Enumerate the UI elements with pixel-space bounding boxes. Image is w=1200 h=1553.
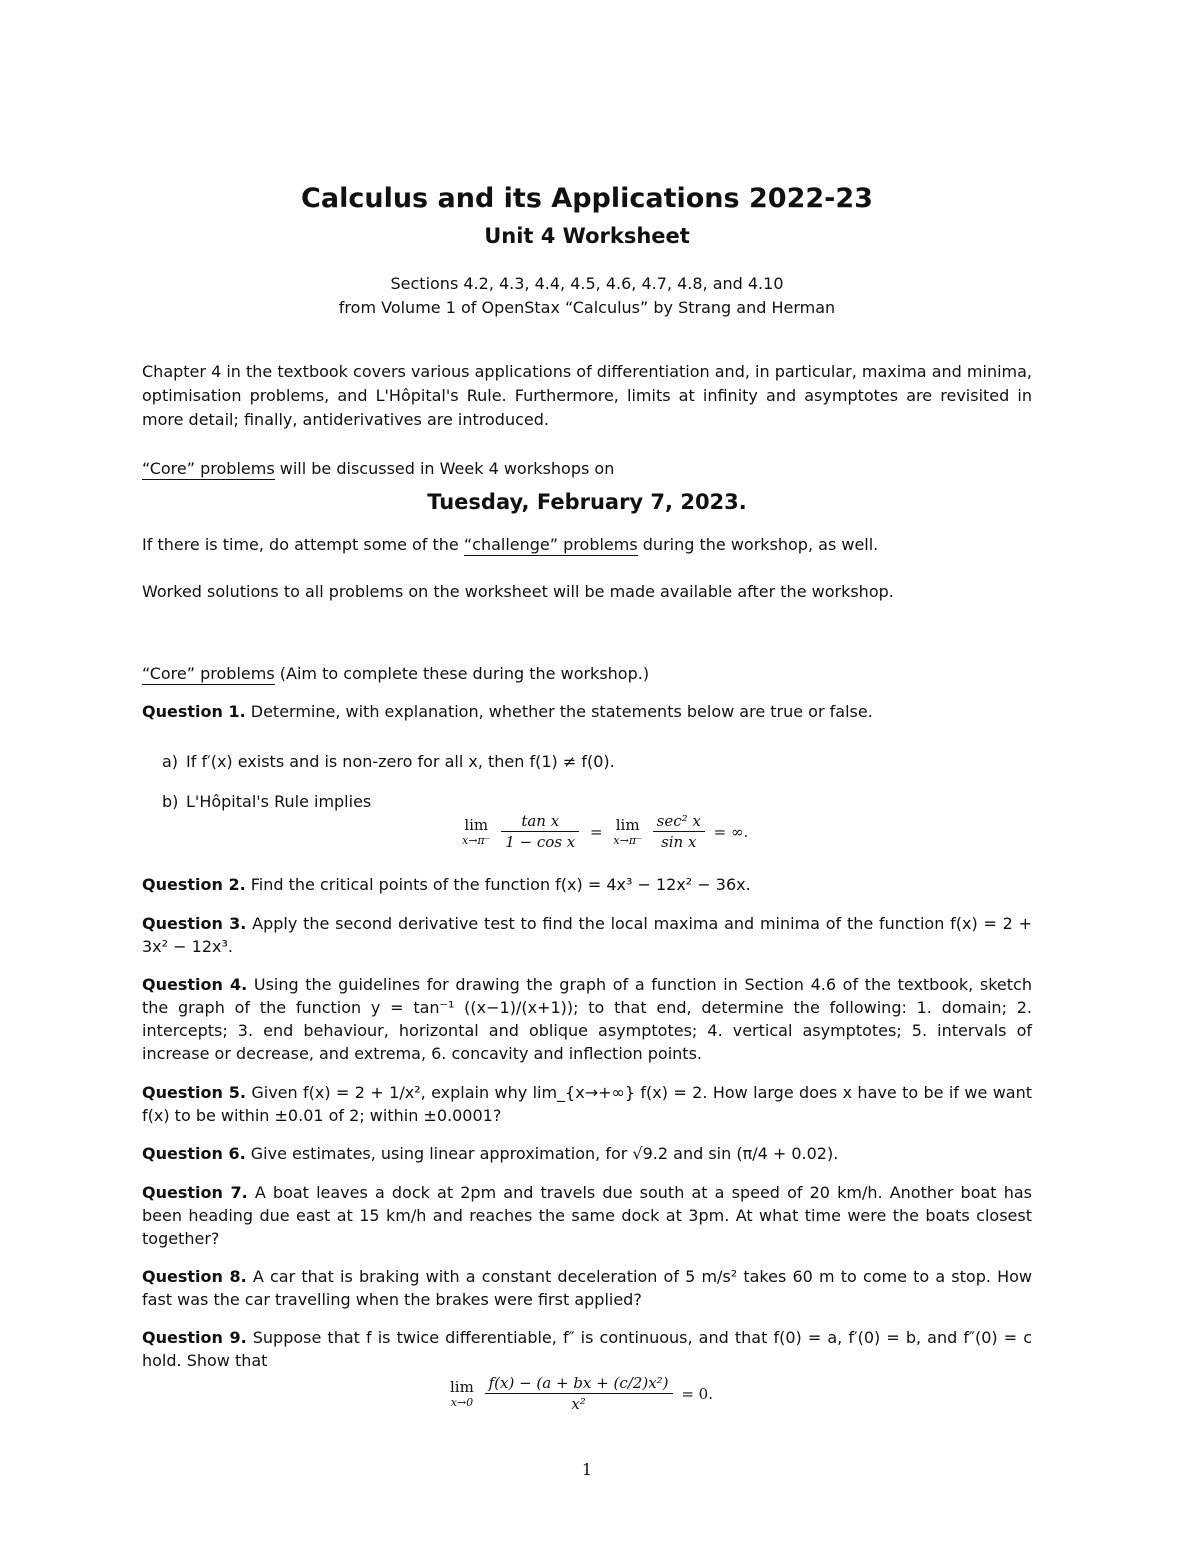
question-1 bbox=[142, 700, 1032, 723]
document-title: Calculus and its Applications 2022-23 bbox=[301, 183, 873, 214]
solutions-line: Worked solutions to all problems on the worksheet will be made available after the workshop. bbox=[142, 582, 894, 601]
question-1-text: Determine, with explanation, whether the statements below are true or false. bbox=[245, 702, 873, 721]
question-2 bbox=[142, 873, 1032, 896]
question-1a-text: If f′(x) exists and is non-zero for all x, then f(1) ≠ f(0). bbox=[186, 752, 615, 771]
challenge-post: during the workshop, as well. bbox=[637, 535, 879, 554]
intro-paragraph: Chapter 4 in the textbook covers various applications of differentiation and, in particular, maxima and minima, optimisation problems, and L'Hôpital's Rule. Furthermore, limits at infinity and asymptotes are revisited in more detail; finally, antiderivatives are introduced. bbox=[142, 362, 1032, 429]
question-8-text: A car that is braking with a constant deceleration of 5 m/s² takes 60 m to come to a stop. How fast was the car travelling when the brakes were first applied? bbox=[142, 1267, 1033, 1309]
lim-text-1: lim bbox=[464, 816, 489, 834]
question-1b-text: L'Hôpital's Rule implies bbox=[186, 792, 372, 811]
sections-info bbox=[142, 272, 1032, 320]
limit-operator-2 bbox=[613, 816, 641, 847]
source-line: from Volume 1 of OpenStax “Calculus” by Strang and Herman bbox=[338, 298, 836, 317]
question-7-text: A boat leaves a dock at 2pm and travels due south at a speed of 20 km/h. Another boat has been heading due east at 15 km/h and reaches the same dock at 3pm. At what time were the boats closest together? bbox=[142, 1183, 1032, 1248]
core-heading bbox=[142, 662, 1032, 686]
question-6-label: Question 6. bbox=[142, 1144, 246, 1163]
question-4 bbox=[142, 973, 1032, 1065]
question-2-text: Find the critical points of the function f(x) = 4x³ − 12x² − 36x. bbox=[245, 875, 751, 894]
workshop-date: Tuesday, February 7, 2023. bbox=[427, 490, 747, 514]
question-8 bbox=[142, 1265, 1032, 1311]
question-6-text: Give estimates, using linear approximation, for √9.2 and sin (π/4 + 0.02). bbox=[245, 1144, 839, 1163]
frac-den-3: x² bbox=[571, 1395, 586, 1413]
core-announcement bbox=[142, 457, 1032, 481]
core-announcement-text: will be discussed in Week 4 workshops on bbox=[274, 459, 615, 478]
frac-num-2: sec² x bbox=[653, 812, 705, 832]
challenge-pre: If there is time, do attempt some of the bbox=[142, 535, 464, 554]
question-1-label: Question 1. bbox=[142, 702, 246, 721]
question-4-label: Question 4. bbox=[142, 975, 248, 994]
question-3-text: Apply the second derivative test to find the local maxima and minima of the function f(x) = 2 + 3x² − 12x³. bbox=[142, 914, 1032, 956]
question-2-label: Question 2. bbox=[142, 875, 246, 894]
question-9-formula bbox=[450, 1374, 713, 1413]
question-7 bbox=[142, 1181, 1032, 1250]
lim-sub-1: x→π⁻ bbox=[462, 834, 491, 847]
question-1a-label: a) bbox=[162, 752, 179, 771]
question-1a bbox=[162, 750, 615, 774]
question-9-text: Suppose that f is twice differentiable, f″ is continuous, and that f(0) = a, f′(0) = b, and f″(0) = c hold. Show that bbox=[142, 1328, 1032, 1370]
equals-sign: = bbox=[590, 822, 603, 841]
question-5 bbox=[142, 1081, 1032, 1127]
fraction-sec2-over-sin bbox=[653, 812, 705, 851]
limit-operator-1 bbox=[462, 816, 490, 847]
lim-sub-2: x→π⁻ bbox=[613, 834, 642, 847]
core-heading-text: (Aim to complete these during the workshop.) bbox=[274, 664, 650, 683]
question-8-label: Question 8. bbox=[142, 1267, 247, 1286]
question-5-text: Given f(x) = 2 + 1/x², explain why lim_{x→+∞} f(x) = 2. How large does x have to be if we want f(x) to be within ±0.01 of 2; within ±0.0001? bbox=[142, 1083, 1032, 1125]
frac-den-1: 1 − cos x bbox=[505, 833, 576, 851]
lim-sub-3: x→0 bbox=[450, 1396, 474, 1409]
question-3 bbox=[142, 912, 1032, 958]
fraction-tan-over-1-cos bbox=[501, 812, 579, 851]
frac-num-1: tan x bbox=[501, 812, 579, 832]
frac-den-2: sin x bbox=[661, 833, 697, 851]
core-problems-label: “Core” problems bbox=[142, 459, 275, 478]
fraction-taylor-remainder bbox=[485, 1374, 673, 1413]
question-5-label: Question 5. bbox=[142, 1083, 246, 1102]
lim-text-3: lim bbox=[450, 1378, 474, 1396]
challenge-problems-label: “challenge” problems bbox=[463, 535, 638, 554]
question-9 bbox=[142, 1326, 1032, 1372]
core-heading-label: “Core” problems bbox=[142, 664, 275, 683]
limit-operator-3 bbox=[450, 1378, 474, 1409]
question-6 bbox=[142, 1142, 1032, 1165]
question-1b-label: b) bbox=[162, 792, 179, 811]
page-number: 1 bbox=[581, 1460, 593, 1479]
challenge-line bbox=[142, 533, 1032, 557]
lim-text-2: lim bbox=[615, 816, 640, 834]
formula-result-9: = 0. bbox=[681, 1384, 713, 1403]
question-3-label: Question 3. bbox=[142, 914, 247, 933]
sections-line: Sections 4.2, 4.3, 4.4, 4.5, 4.6, 4.7, 4.8, and 4.10 bbox=[390, 274, 784, 293]
frac-num-3: f(x) − (a + bx + (c/2)x²) bbox=[485, 1374, 673, 1394]
question-1b bbox=[162, 790, 371, 814]
question-1b-formula bbox=[462, 812, 748, 851]
question-9-label: Question 9. bbox=[142, 1328, 247, 1347]
unit-subtitle: Unit 4 Worksheet bbox=[484, 224, 690, 248]
question-4-text: Using the guidelines for drawing the graph of a function in Section 4.6 of the textbook, sketch the graph of the function y = tan⁻¹ ((x−1)/(x+1)); to that end, determine the following: 1. domain; 2. intercepts; 3. end behaviour, horizontal and oblique asymptotes; 4. vertical asymptotes; 5. intervals of increase or decrease, and extrema, 6. concavity and inflection points. bbox=[142, 975, 1032, 1063]
formula-result: = ∞. bbox=[713, 822, 749, 841]
question-7-label: Question 7. bbox=[142, 1183, 248, 1202]
